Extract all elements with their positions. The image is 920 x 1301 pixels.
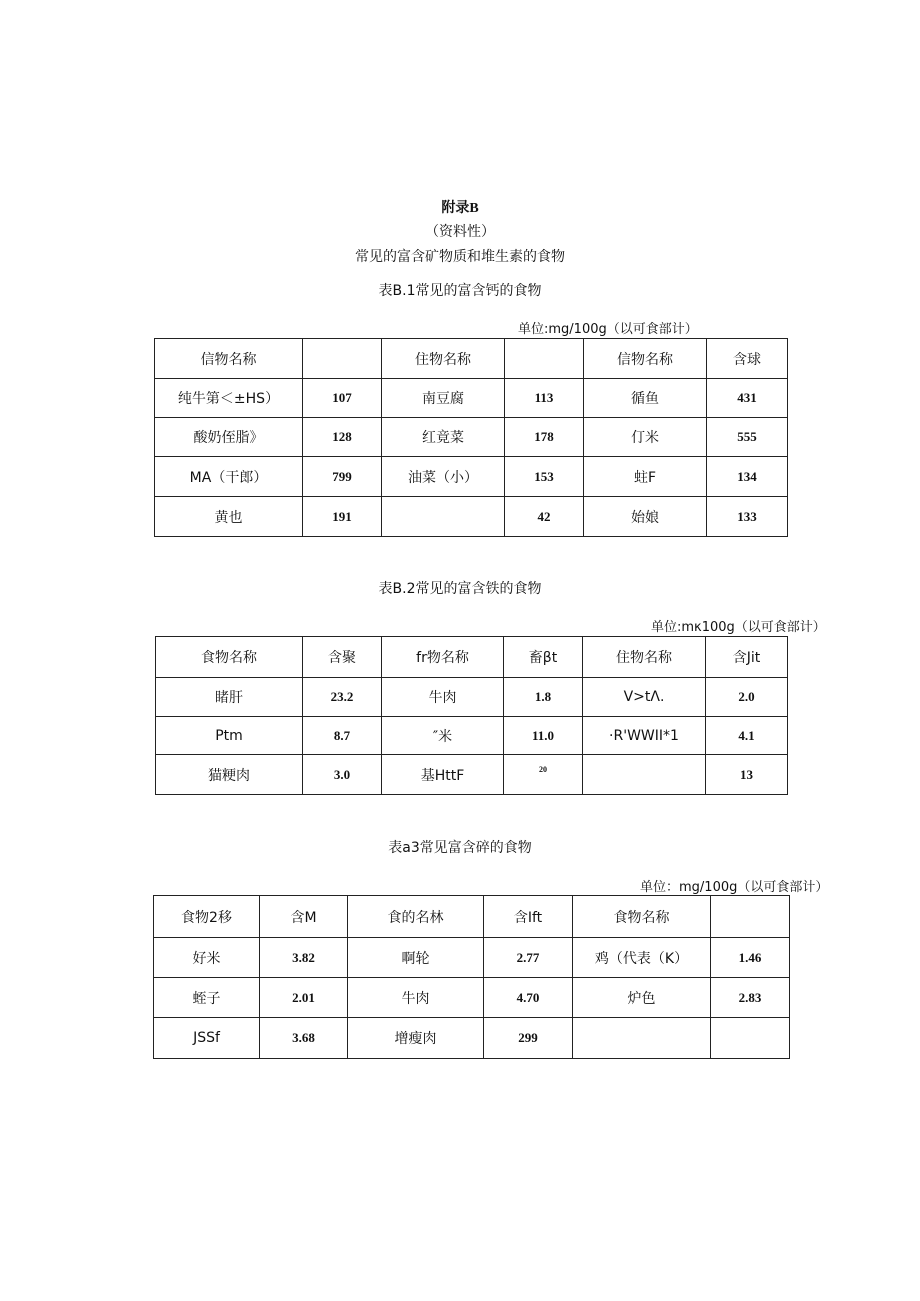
food-name-cell: 好米 <box>154 938 260 978</box>
table-header-cell: 含M <box>260 896 348 938</box>
content-value-cell: 299 <box>484 1018 573 1059</box>
content-value-cell: 4.1 <box>706 717 788 755</box>
content-value-cell <box>711 1018 790 1059</box>
food-name-cell: 啊轮 <box>348 938 484 978</box>
content-value-cell: 178 <box>505 418 584 457</box>
zinc-table <box>153 895 790 1059</box>
appendix-subject: 常见的富含矿物质和堆生素的食物 <box>355 249 565 265</box>
content-value-cell: 3.68 <box>260 1018 348 1059</box>
content-value-cell: 20 <box>504 755 583 795</box>
table-row <box>154 978 790 1018</box>
table-header-cell: 信物名称 <box>584 339 707 379</box>
food-name-cell <box>382 497 505 537</box>
table-header-cell: 含聚 <box>303 637 382 678</box>
table-header-cell: fr物名称 <box>382 637 504 678</box>
table-header-cell: 食物名称 <box>573 896 711 938</box>
table-header-cell: 含球 <box>707 339 788 379</box>
food-name-cell: Ptm <box>156 717 303 755</box>
content-value-cell: 555 <box>707 418 788 457</box>
content-value-cell: 11.0 <box>504 717 583 755</box>
content-value-cell: 113 <box>505 379 584 418</box>
food-name-cell: MA（干郎） <box>155 457 303 497</box>
food-name-cell: 牛肉 <box>382 678 504 717</box>
food-name-cell: 猫粳肉 <box>156 755 303 795</box>
table-row <box>155 379 788 418</box>
content-value-cell: 133 <box>707 497 788 537</box>
food-name-cell: 仃米 <box>584 418 707 457</box>
content-value-cell: 431 <box>707 379 788 418</box>
content-value-cell: 799 <box>303 457 382 497</box>
food-name-cell: 油菜（小） <box>382 457 505 497</box>
table-b3-caption: 表a3常见富含碎的食物 <box>388 840 532 856</box>
table-row <box>155 497 788 537</box>
table-b2-unit: 单位:mκ100g（以可食部计） <box>651 620 826 635</box>
table-header-cell <box>711 896 790 938</box>
food-name-cell: 纯牛第＜±HS） <box>155 379 303 418</box>
table-header-cell: 住物名称 <box>382 339 505 379</box>
table-row <box>155 457 788 497</box>
table-row <box>156 678 788 717</box>
content-value-cell: 42 <box>505 497 584 537</box>
table-b2-caption: 表B.2常见的富含铁的食物 <box>378 581 542 597</box>
calcium-header-row <box>155 339 788 379</box>
table-b1-caption: 表B.1常见的富含钙的食物 <box>378 283 542 299</box>
table-header-cell <box>505 339 584 379</box>
iron-table-body <box>156 637 788 795</box>
content-value-cell: 1.8 <box>504 678 583 717</box>
table-row <box>155 418 788 457</box>
appendix-nature: （资料性） <box>425 224 495 240</box>
food-name-cell: JSSf <box>154 1018 260 1059</box>
food-name-cell: 蛭子 <box>154 978 260 1018</box>
content-value-cell: 3.82 <box>260 938 348 978</box>
food-name-cell: 睹肝 <box>156 678 303 717</box>
food-name-cell: 鸡（代表（K） <box>573 938 711 978</box>
food-name-cell: 南豆腐 <box>382 379 505 418</box>
food-name-cell: 牛肉 <box>348 978 484 1018</box>
table-b3-unit: 单位：mg/100g（以可食部计） <box>640 880 829 895</box>
food-name-cell: ″米 <box>382 717 504 755</box>
content-value-cell: 191 <box>303 497 382 537</box>
appendix-title: 附录B <box>441 201 479 216</box>
content-value-cell: 13 <box>706 755 788 795</box>
content-value-cell: 128 <box>303 418 382 457</box>
table-row <box>156 755 788 795</box>
table-header-cell: 含Jit <box>706 637 788 678</box>
food-name-cell: 酸奶侄脂》 <box>155 418 303 457</box>
content-value-cell: 134 <box>707 457 788 497</box>
table-header-cell: 含Ift <box>484 896 573 938</box>
table-b1-unit: 单位:mg/100g（以可食部计） <box>518 322 698 337</box>
food-name-cell: 黄也 <box>155 497 303 537</box>
food-name-cell <box>573 1018 711 1059</box>
content-value-cell: 107 <box>303 379 382 418</box>
food-name-cell: 炉色 <box>573 978 711 1018</box>
content-value-cell: 2.01 <box>260 978 348 1018</box>
food-name-cell: 增瘦肉 <box>348 1018 484 1059</box>
table-header-cell: 食物2移 <box>154 896 260 938</box>
calcium-table <box>154 338 788 537</box>
iron-header-row <box>156 637 788 678</box>
content-value-cell: 4.70 <box>484 978 573 1018</box>
table-header-cell: 食物名称 <box>156 637 303 678</box>
food-name-cell: 始娘 <box>584 497 707 537</box>
content-value-cell: 2.0 <box>706 678 788 717</box>
content-value-cell: 153 <box>505 457 584 497</box>
content-value-cell: 2.83 <box>711 978 790 1018</box>
food-name-cell: V>tΛ. <box>583 678 706 717</box>
zinc-table-body <box>154 896 790 1059</box>
table-row <box>154 1018 790 1059</box>
zinc-header-row <box>154 896 790 938</box>
food-name-cell: 循鱼 <box>584 379 707 418</box>
calcium-table-body <box>155 339 788 537</box>
content-value-cell: 3.0 <box>303 755 382 795</box>
iron-table <box>155 636 788 795</box>
table-header-cell: 畜βt <box>504 637 583 678</box>
food-name-cell <box>583 755 706 795</box>
food-name-cell: 蛀F <box>584 457 707 497</box>
content-value-cell: 23.2 <box>303 678 382 717</box>
food-name-cell: ·R'WWII*1 <box>583 717 706 755</box>
table-row <box>156 717 788 755</box>
content-value-cell: 2.77 <box>484 938 573 978</box>
content-value-cell: 8.7 <box>303 717 382 755</box>
table-header-cell <box>303 339 382 379</box>
food-name-cell: 红竟菜 <box>382 418 505 457</box>
table-header-cell: 食的名林 <box>348 896 484 938</box>
table-header-cell: 住物名称 <box>583 637 706 678</box>
content-value-cell: 1.46 <box>711 938 790 978</box>
table-row <box>154 938 790 978</box>
food-name-cell: 基HttF <box>382 755 504 795</box>
table-header-cell: 信物名称 <box>155 339 303 379</box>
